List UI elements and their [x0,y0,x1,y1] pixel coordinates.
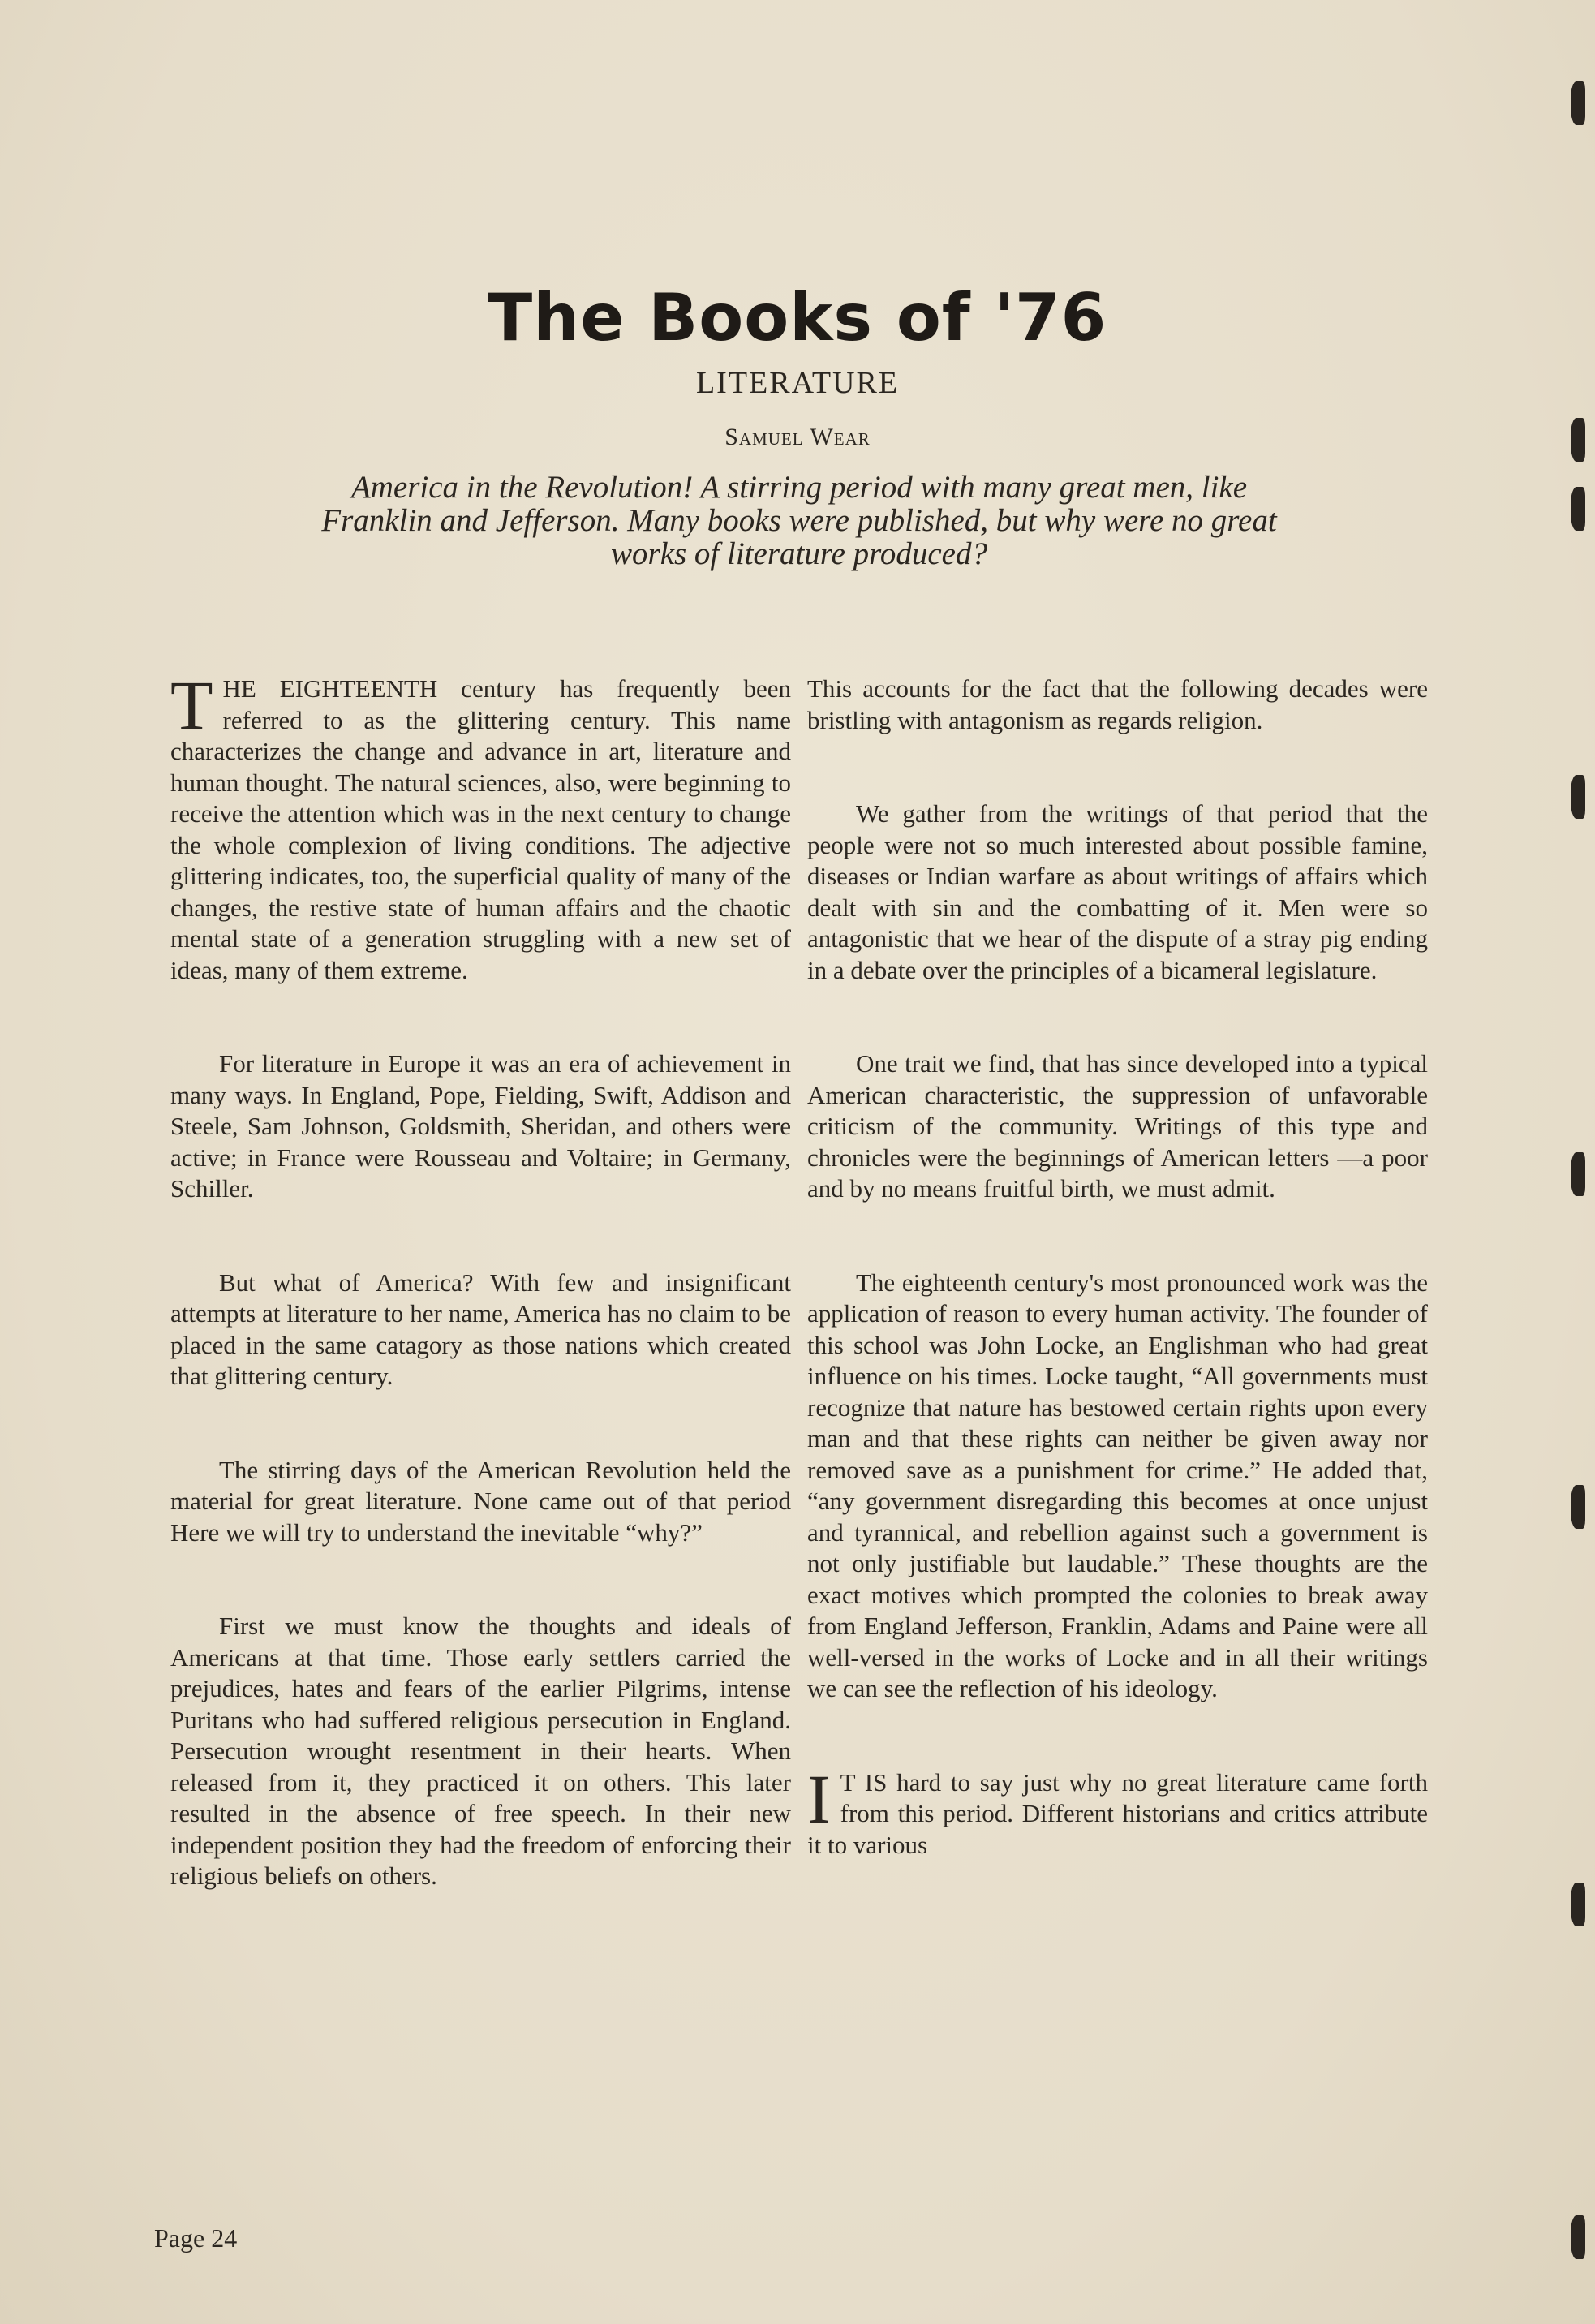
binding-hole [1571,1152,1585,1196]
paragraph: The stirring days of the American Revolution held the material for great literature. None came out of that period Here we will try to understand the inevitable “why?” [170,1455,791,1547]
binding-hole [1571,81,1585,125]
paragraph: But what of America? With few and insignificant attempts at literature to her name, America has no claim to be placed in the same catagory as those nations which created that glittering century. [170,1267,791,1390]
paragraph: THE EIGHTEENTH century has frequently been referred to as the glittering century. This name characterizes the change and advance in art, literature and human thought. The natural sciences, also, were beginning to receive the attention which was in the next century to change the whole complexion of living conditions. The adjective glittering indicates, too, the superficial quality of many of the changes, the restive state of human affairs and the chaotic mental state of a generation struggling with a new set of ideas, many of them extreme. [170,666,791,984]
paragraph: This accounts for the fact that the following decades were bristling with antagonism as regards religion. [807,674,1428,734]
right-column [807,674,1428,1861]
binding-hole [1571,775,1585,819]
author-byline: Samuel Wear [724,424,871,450]
binding-hole [1571,1485,1585,1529]
page-number: Page 24 [154,2223,238,2253]
paragraph: I T IS hard to say just why no great literature came forth from this period. Different historians and critics attribute it to various [807,1759,1428,1859]
paragraph: We gather from the writings of that period that the people were not so much interested about possible famine, diseases or Indian warfare as about writings of affairs which dealt with sin and the combatting of it. Men were so antagonistic that we hear of the dispute of a stray pig ending in a debate over the principles of a bicameral legislature. [807,799,1428,984]
article-lede: America in the Revolution! A stirring period with many great men, like Franklin and Jefferson. Many books were published, but why were no great works of literature produced? [321,470,1277,571]
drop-cap: I [807,1759,831,1838]
binding-hole [1571,487,1585,531]
left-column [170,666,791,1892]
paragraph: The eighteenth century's most pronounced work was the application of reason to every human activity. The founder of this school was John Locke, an Englishman who had great influence on his times. Locke taught, “All governments must recognize that nature has bestowed certain rights upon every man and that these rights can neither be given away nor removed save as a punishment for crime.” He added that, “any government disregarding this becomes at once unjust and tyrannical, and rebellion against such a government is not only justifiable but laudable.” These thoughts are the exact motives which prompted the colonies to break away from England Jefferson, Franklin, Adams and Paine were all well-versed in the works of Locke and in all their writings we can see the reflection of his ideology. [807,1267,1428,1702]
article-title: The Books of '76 [488,280,1107,355]
paragraph: One trait we find, that has since developed into a typical American characteristic, the suppression of unfavorable criticism of the community. Writings of this type and chronicles were the beginnings of American letters —a poor and by no means fruitful birth, we must admit. [807,1049,1428,1203]
section-heading: LITERATURE [695,366,900,400]
binding-hole [1571,1883,1585,1926]
drop-cap: T [170,666,213,744]
binding-hole [1571,2215,1585,2259]
paragraph: For literature in Europe it was an era of achievement in many ways. In England, Pope, Fielding, Swift, Addison and Steele, Sam Johnson, Goldsmith, Sheridan, and others were active; in France were Rousseau and Voltaire; in Germany, Schiller. [170,1049,791,1203]
paragraph: First we must know the thoughts and ideals of Americans at that time. Those early settlers carried the prejudices, hates and fears of the earlier Pilgrims, intense Puritans who had suffered religious persecution in England. Persecution wrought resentment in their hearts. When released from it, they practiced it on others. This later resulted in the absence of free speech. In their new independent position they had the freedom of enforcing their religious beliefs on others. [170,1612,791,1890]
